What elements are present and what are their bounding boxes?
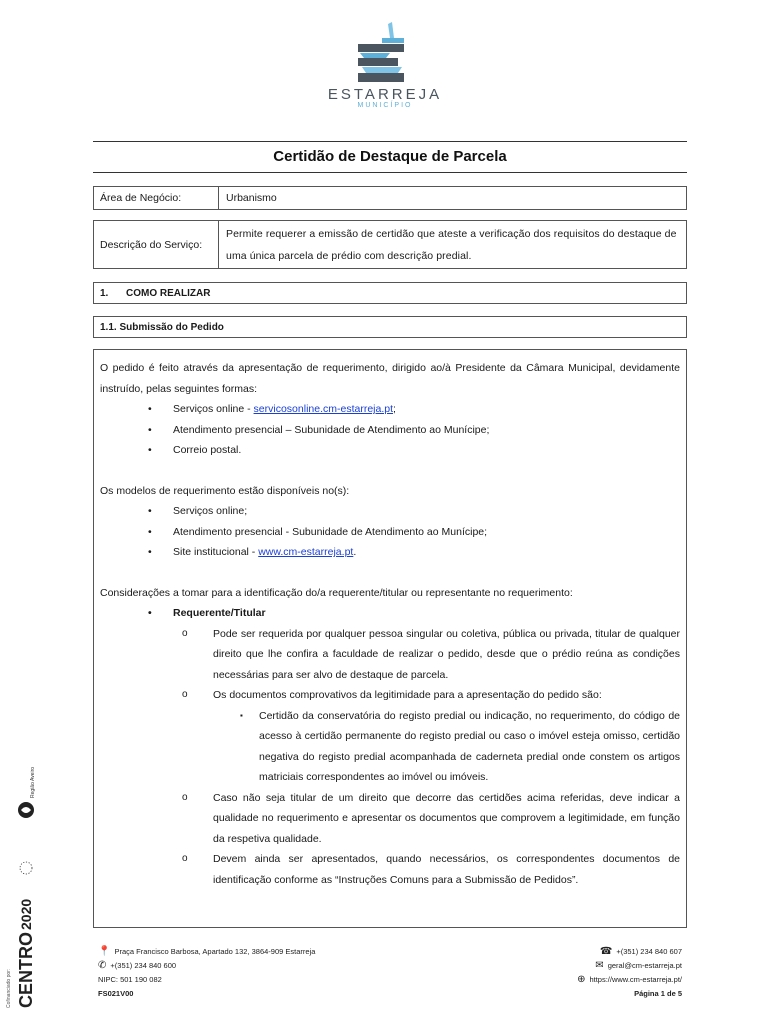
servicos-online-link[interactable]: servicosonline.cm-estarreja.pt: [253, 403, 394, 415]
site-institucional-link[interactable]: www.cm-estarreja.pt: [258, 546, 354, 558]
footer-right: [577, 945, 682, 1001]
email-icon: ✉: [595, 960, 604, 971]
list-item: o Devem ainda ser apresentados, quando necessários, os correspondentes documentos de identificação conforme as “Instruções Comuns para a Submissão de Pedidos”.: [100, 849, 680, 890]
considerations-paragraph: Considerações a tomar para a identificação do/a requerente/titular ou representante no requerimento:: [100, 586, 573, 599]
page-title: Certidão de Destaque de Parcela: [273, 148, 507, 165]
centro-logo: CENTRO: [16, 932, 36, 1008]
location-pin-icon: 📍: [98, 946, 111, 957]
intro-paragraph: O pedido é feito através da apresentação de requerimento, dirigido ao/à Presidente da Câmara Municipal, devidamente instruído, pelas seguintes formas:: [100, 362, 680, 395]
list-item: ▪ Certidão da conservatória do registo predial ou indicação, no requerimento, do código de acesso à certidão permanente do registo predial ou caso o imóvel esteja omisso, certidão negativa do registo predial acompanhada de caderneta predial onde constem os artigos matriciais correspondentes ao imóvel ou imóveis.: [100, 706, 680, 788]
online-suffix: ;: [393, 403, 396, 415]
service-description-value: Permite requerer a emissão de certidão que ateste a verificação dos requisitos do destaque de uma única parcela de prédio com descrição predial.: [226, 227, 677, 262]
service-description-row: [93, 220, 687, 269]
regiao-aveiro-icon: [16, 800, 36, 820]
regiao-aveiro-label: Região Aveiro: [30, 766, 36, 798]
list-item: o Os documentos comprovativos da legitimidade para a apresentação do pedido são:: [100, 685, 680, 706]
portugal-2020-logo: 2020: [18, 898, 34, 930]
models-intro: Os modelos de requerimento estão disponíveis no(s):: [100, 484, 350, 497]
section-heading: [93, 282, 687, 304]
list-item: [100, 542, 680, 563]
site-prefix: Site institucional -: [173, 546, 259, 558]
top-rule: [93, 141, 687, 142]
list-item: • Atendimento presencial - Subunidade de Atendimento ao Munícipe;: [100, 522, 680, 543]
page-number: Página 1 de 5: [634, 989, 682, 998]
business-area-label: Área de Negócio:: [94, 187, 219, 209]
municipality-logo: [325, 22, 445, 122]
cofinanciado-label: Cofinanciado por:: [6, 968, 12, 1008]
phone-icon: ✆: [98, 960, 107, 971]
footer-website[interactable]: https://www.cm-estarreja.pt/: [589, 975, 682, 984]
section-title: COMO REALIZAR: [126, 287, 211, 299]
globe-icon: ⊕: [577, 974, 586, 985]
business-area-row: [93, 186, 687, 210]
eu-stars-icon: [18, 860, 34, 876]
footer-phone: +(351) 234 840 600: [110, 961, 177, 970]
service-description-label: Descrição do Serviço:: [94, 221, 219, 268]
subsection-heading: 1.1. Submissão do Pedido: [93, 316, 687, 338]
section-number: 1.: [100, 287, 109, 299]
title-rule: [93, 172, 687, 173]
list-item: • Correio postal.: [100, 440, 680, 461]
site-suffix: .: [353, 546, 357, 558]
online-prefix: Serviços online -: [173, 403, 254, 415]
list-item: [100, 399, 680, 420]
footer-left: [98, 945, 315, 1001]
footer-code: FS021V00: [98, 989, 134, 998]
estarreja-e-logo-icon: [350, 22, 420, 84]
list-item: o Caso não seja titular de um direito que decorre das certidões acima referidas, deve indicar a qualidade no requerimento e apresentar os documentos que comprovem a legitimidade, em função da respetiva qualidade.: [100, 788, 680, 850]
footer-fax: +(351) 234 840 607: [616, 947, 682, 956]
requerente-heading: • Requerente/Titular: [100, 603, 680, 624]
fax-icon: ☎: [599, 946, 613, 957]
list-item: o Pode ser requerida por qualquer pessoa singular ou coletiva, pública ou privada, titular de qualquer direito que lhe confira a faculdade de realizar o pedido, desde que o prédio reúna as condições necessárias para ser alvo de destaque de parcela.: [100, 624, 680, 686]
content-box: [93, 349, 687, 928]
business-area-value: Urbanismo: [226, 192, 277, 204]
list-item: • Serviços online;: [100, 501, 680, 522]
logo-name: ESTARREJA: [327, 86, 443, 103]
footer-nipc: NIPC: 501 190 082: [98, 975, 162, 984]
footer-address: Praça Francisco Barbosa, Apartado 132, 3864-909 Estarreja: [114, 947, 316, 956]
footer-email[interactable]: geral@cm-estarreja.pt: [607, 961, 682, 970]
list-item: • Atendimento presencial – Subunidade de Atendimento ao Munícipe;: [100, 420, 680, 441]
funding-logos: [4, 760, 38, 1010]
logo-subtitle: MUNICÍPIO: [357, 102, 413, 109]
